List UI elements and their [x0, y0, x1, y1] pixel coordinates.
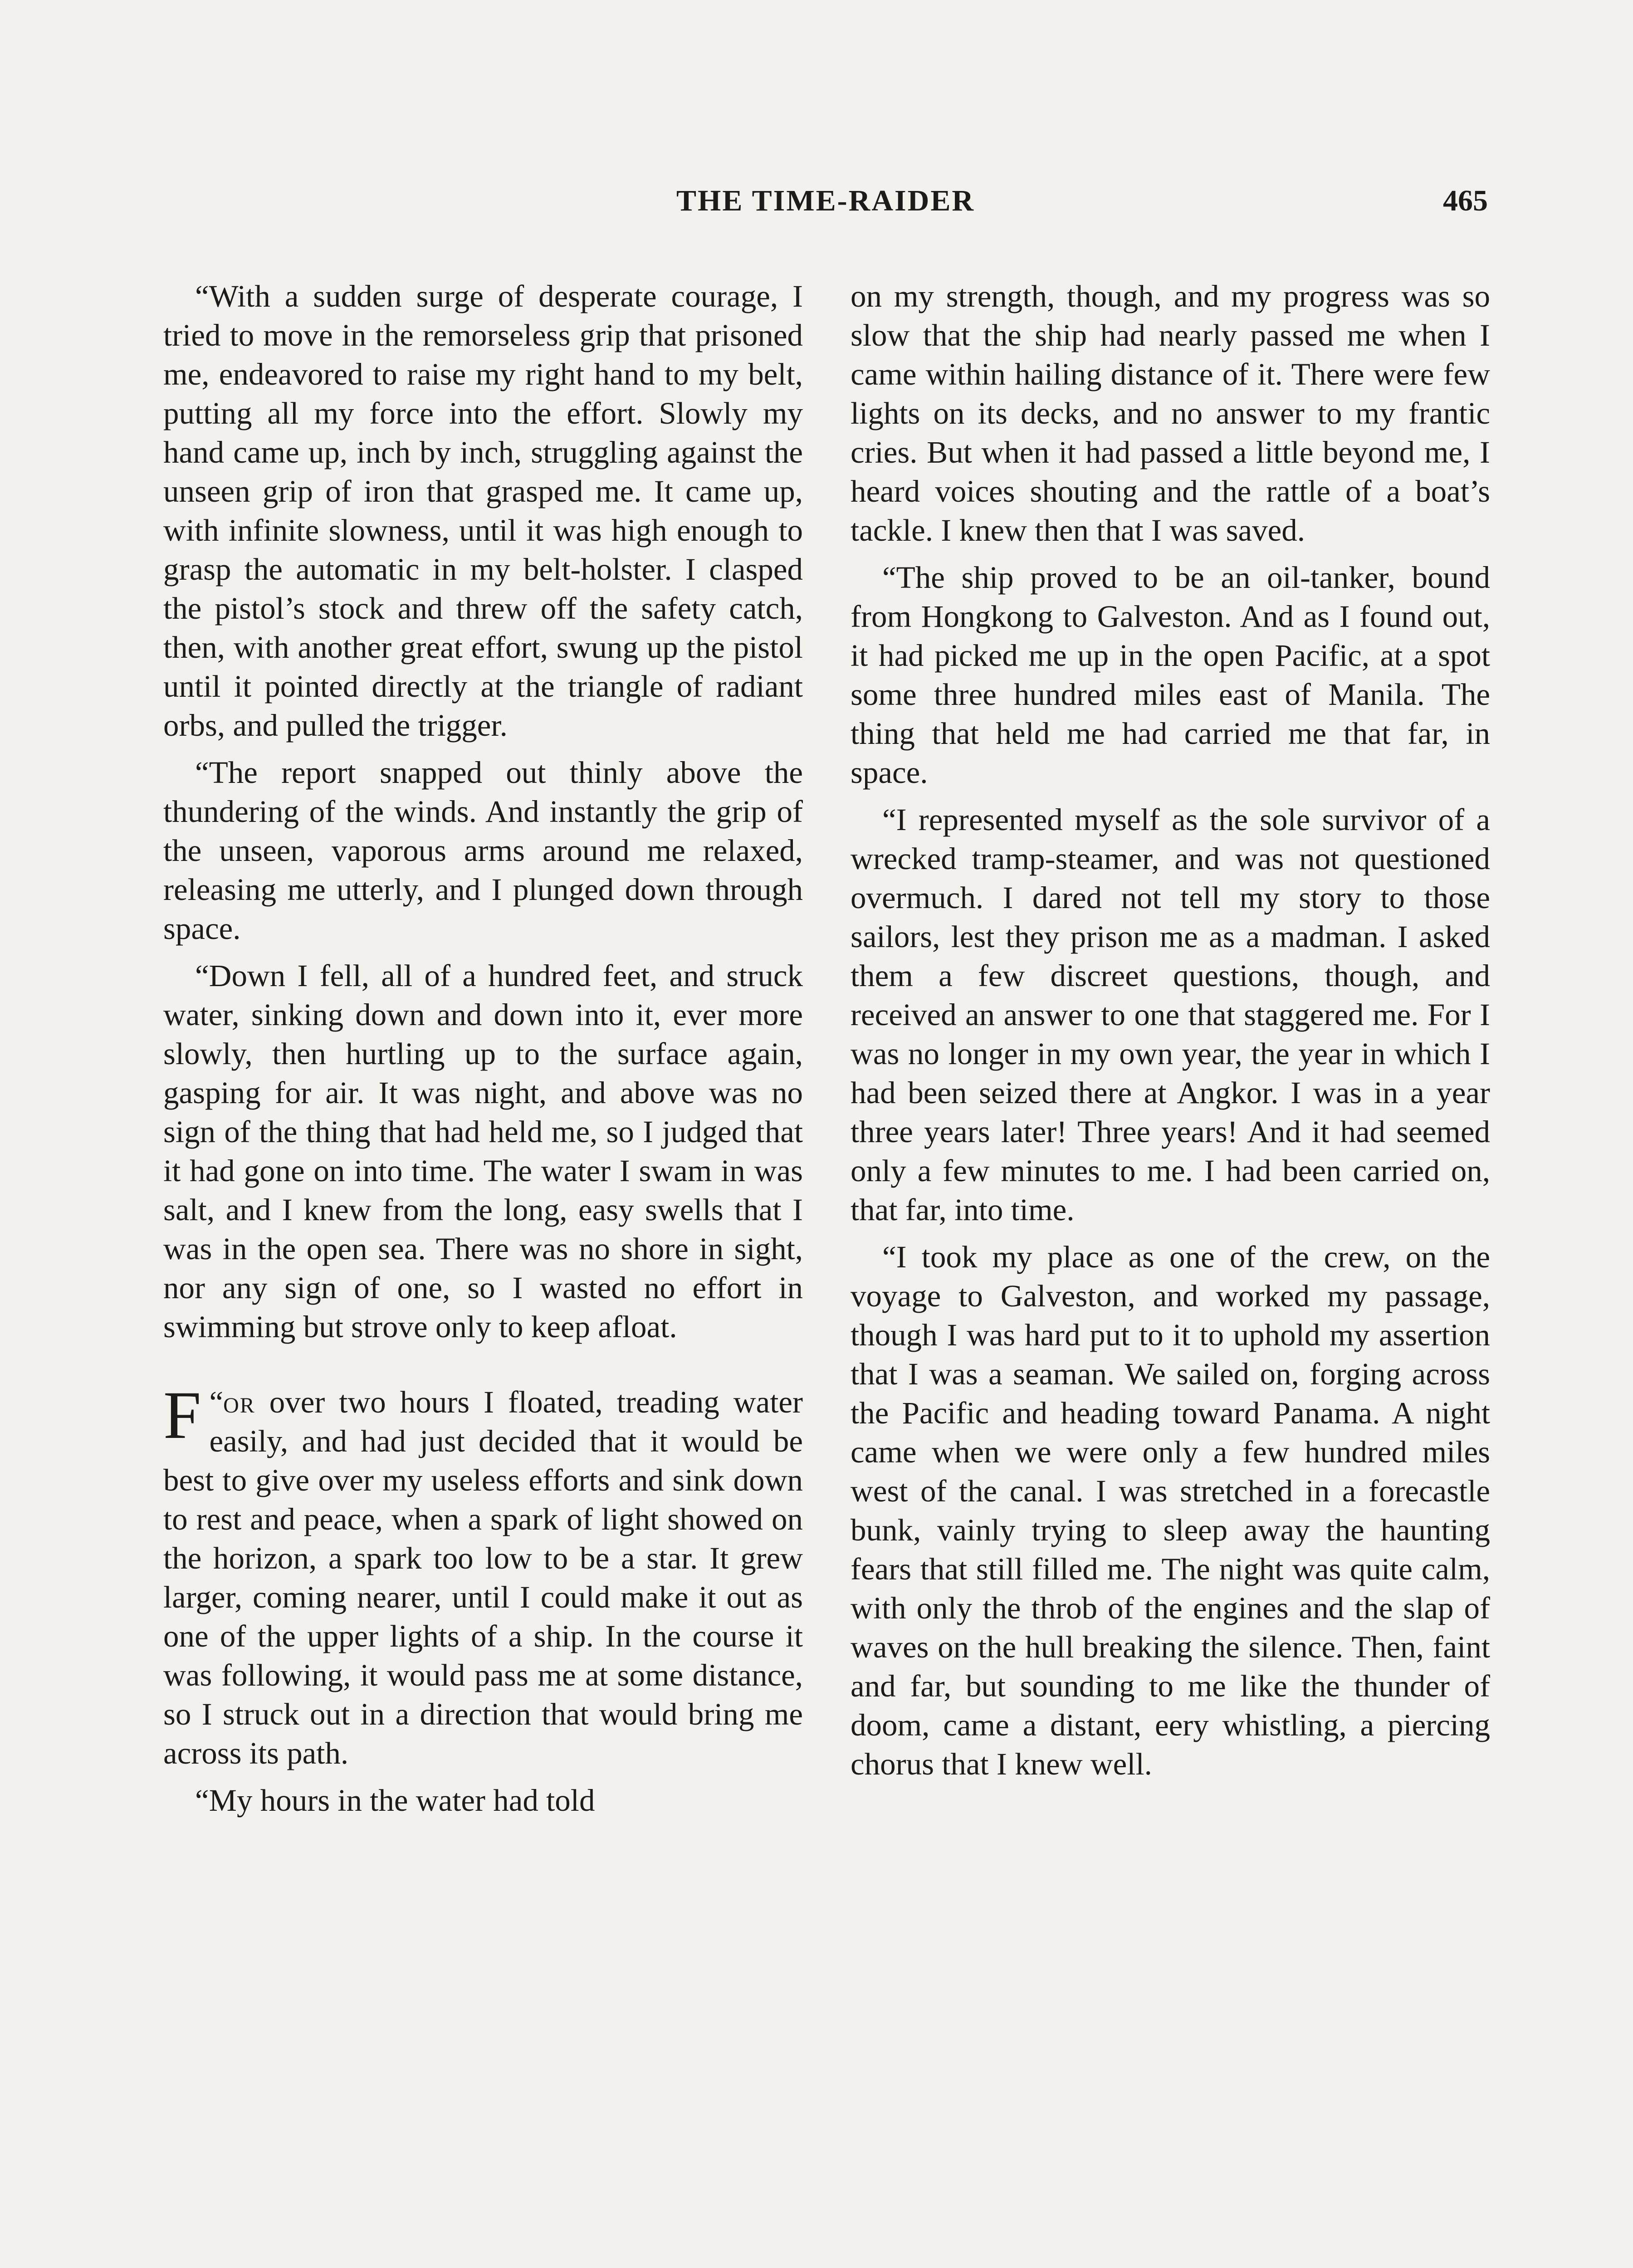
- left-column: [163, 277, 803, 1828]
- paragraph: “The report snapped out thinly above the thundering of the winds. And instantly the grip of the unseen, vaporous arms around me relaxed, releasing me utterly, and I plunged down through space.: [163, 755, 803, 946]
- paragraph: “My hours in the water had told: [195, 1783, 595, 1818]
- small-caps-lead: or: [223, 1385, 255, 1419]
- paragraph: “The ship proved to be an oil-tanker, bound from Hongkong to Galveston. And as I found out, it had picked me up in the open Pacific, at a spot some three hundred miles east of Manila. The thing that held me had carried me that far, in space.: [851, 560, 1490, 790]
- running-title: THE TIME-RAIDER: [676, 184, 975, 217]
- paragraph-text: over two hours I floated, treading water easily, and had just decided that it would be best to give over my useless efforts and sink down to rest and peace, when a spark of light showed on the horizon, a spark too low to be a star. It grew larger, coming nearer, until I could make it out as one of the upper lights of a ship. In the course it was following, it would pass me at some distance, so I struck out in a direction that would bring me across its path.: [163, 1385, 803, 1770]
- paragraph: “Down I fell, all of a hundred feet, and struck water, sinking down and down into it, ever more slowly, then hurtling up to the surface again, gasping for air. It was night, and above was no sign of the thing that had held me, so I judged that it had gone on into time. The water I swam in was salt, and I knew from the long, easy swells that I was in the open sea. There was no shore in sight, nor any sign of one, so I wasted no effort in swimming but strove only to keep afloat.: [163, 958, 803, 1344]
- page-number: 465: [1443, 184, 1488, 217]
- opening-quote: “: [209, 1385, 224, 1419]
- section-break: [163, 1354, 803, 1383]
- right-column: [851, 277, 1490, 1792]
- paragraph-with-drop-cap: [163, 1378, 803, 1773]
- paragraph: “I represented myself as the sole survivor of a wrecked tramp-steamer, and was not questioned overmuch. I dared not tell my story to those sailors, lest they prison me as a madman. I asked them a few discreet questions, though, and received an answer to one that staggered me. For I was no longer in my own year, the year in which I had been seized there at Angkor. I was in a year three years later! Three years! And it had seemed only a few minutes to me. I had been carried on, that far, into time.: [851, 802, 1490, 1227]
- drop-cap: F: [163, 1378, 201, 1453]
- paragraph-continued: on my strength, though, and my progress was so slow that the ship had nearly passed me when I came within hailing distance of it. There were few lights on its decks, and no answer to my frantic cries. But when it had passed a little beyond me, I heard voices shouting and the rattle of a boat’s tackle. I knew then that I was saved.: [851, 279, 1490, 547]
- paragraph: “With a sudden surge of desperate courage, I tried to move in the remorseless grip that prisoned me, endeavored to raise my right hand to my belt, putting all my force into the effort. Slowly my hand came up, inch by inch, struggling against the unseen grip of iron that grasped me. It came up, with infinite slowness, until it was high enough to grasp the automatic in my belt-holster. I clasped the pistol’s stock and threw off the safety catch, then, with another great effort, swung up the pistol until it pointed directly at the triangle of radiant orbs, and pulled the trigger.: [163, 279, 803, 743]
- page-header: [163, 184, 1488, 229]
- paragraph: “I took my place as one of the crew, on the voyage to Galveston, and worked my passage, though I was hard put to it to uphold my assertion that I was a seaman. We sailed on, forging across the Pacific and heading toward Panama. A night came when we were only a few hundred miles west of the canal. I was stretched in a forecastle bunk, vainly trying to sleep away the haunting fears that still filled me. The night was quite calm, with only the throb of the engines and the slap of waves on the hull breaking the silence. Then, faint and far, but sounding to me like the thunder of doom, came a distant, eery whistling, a piercing chorus that I knew well.: [851, 1240, 1490, 1781]
